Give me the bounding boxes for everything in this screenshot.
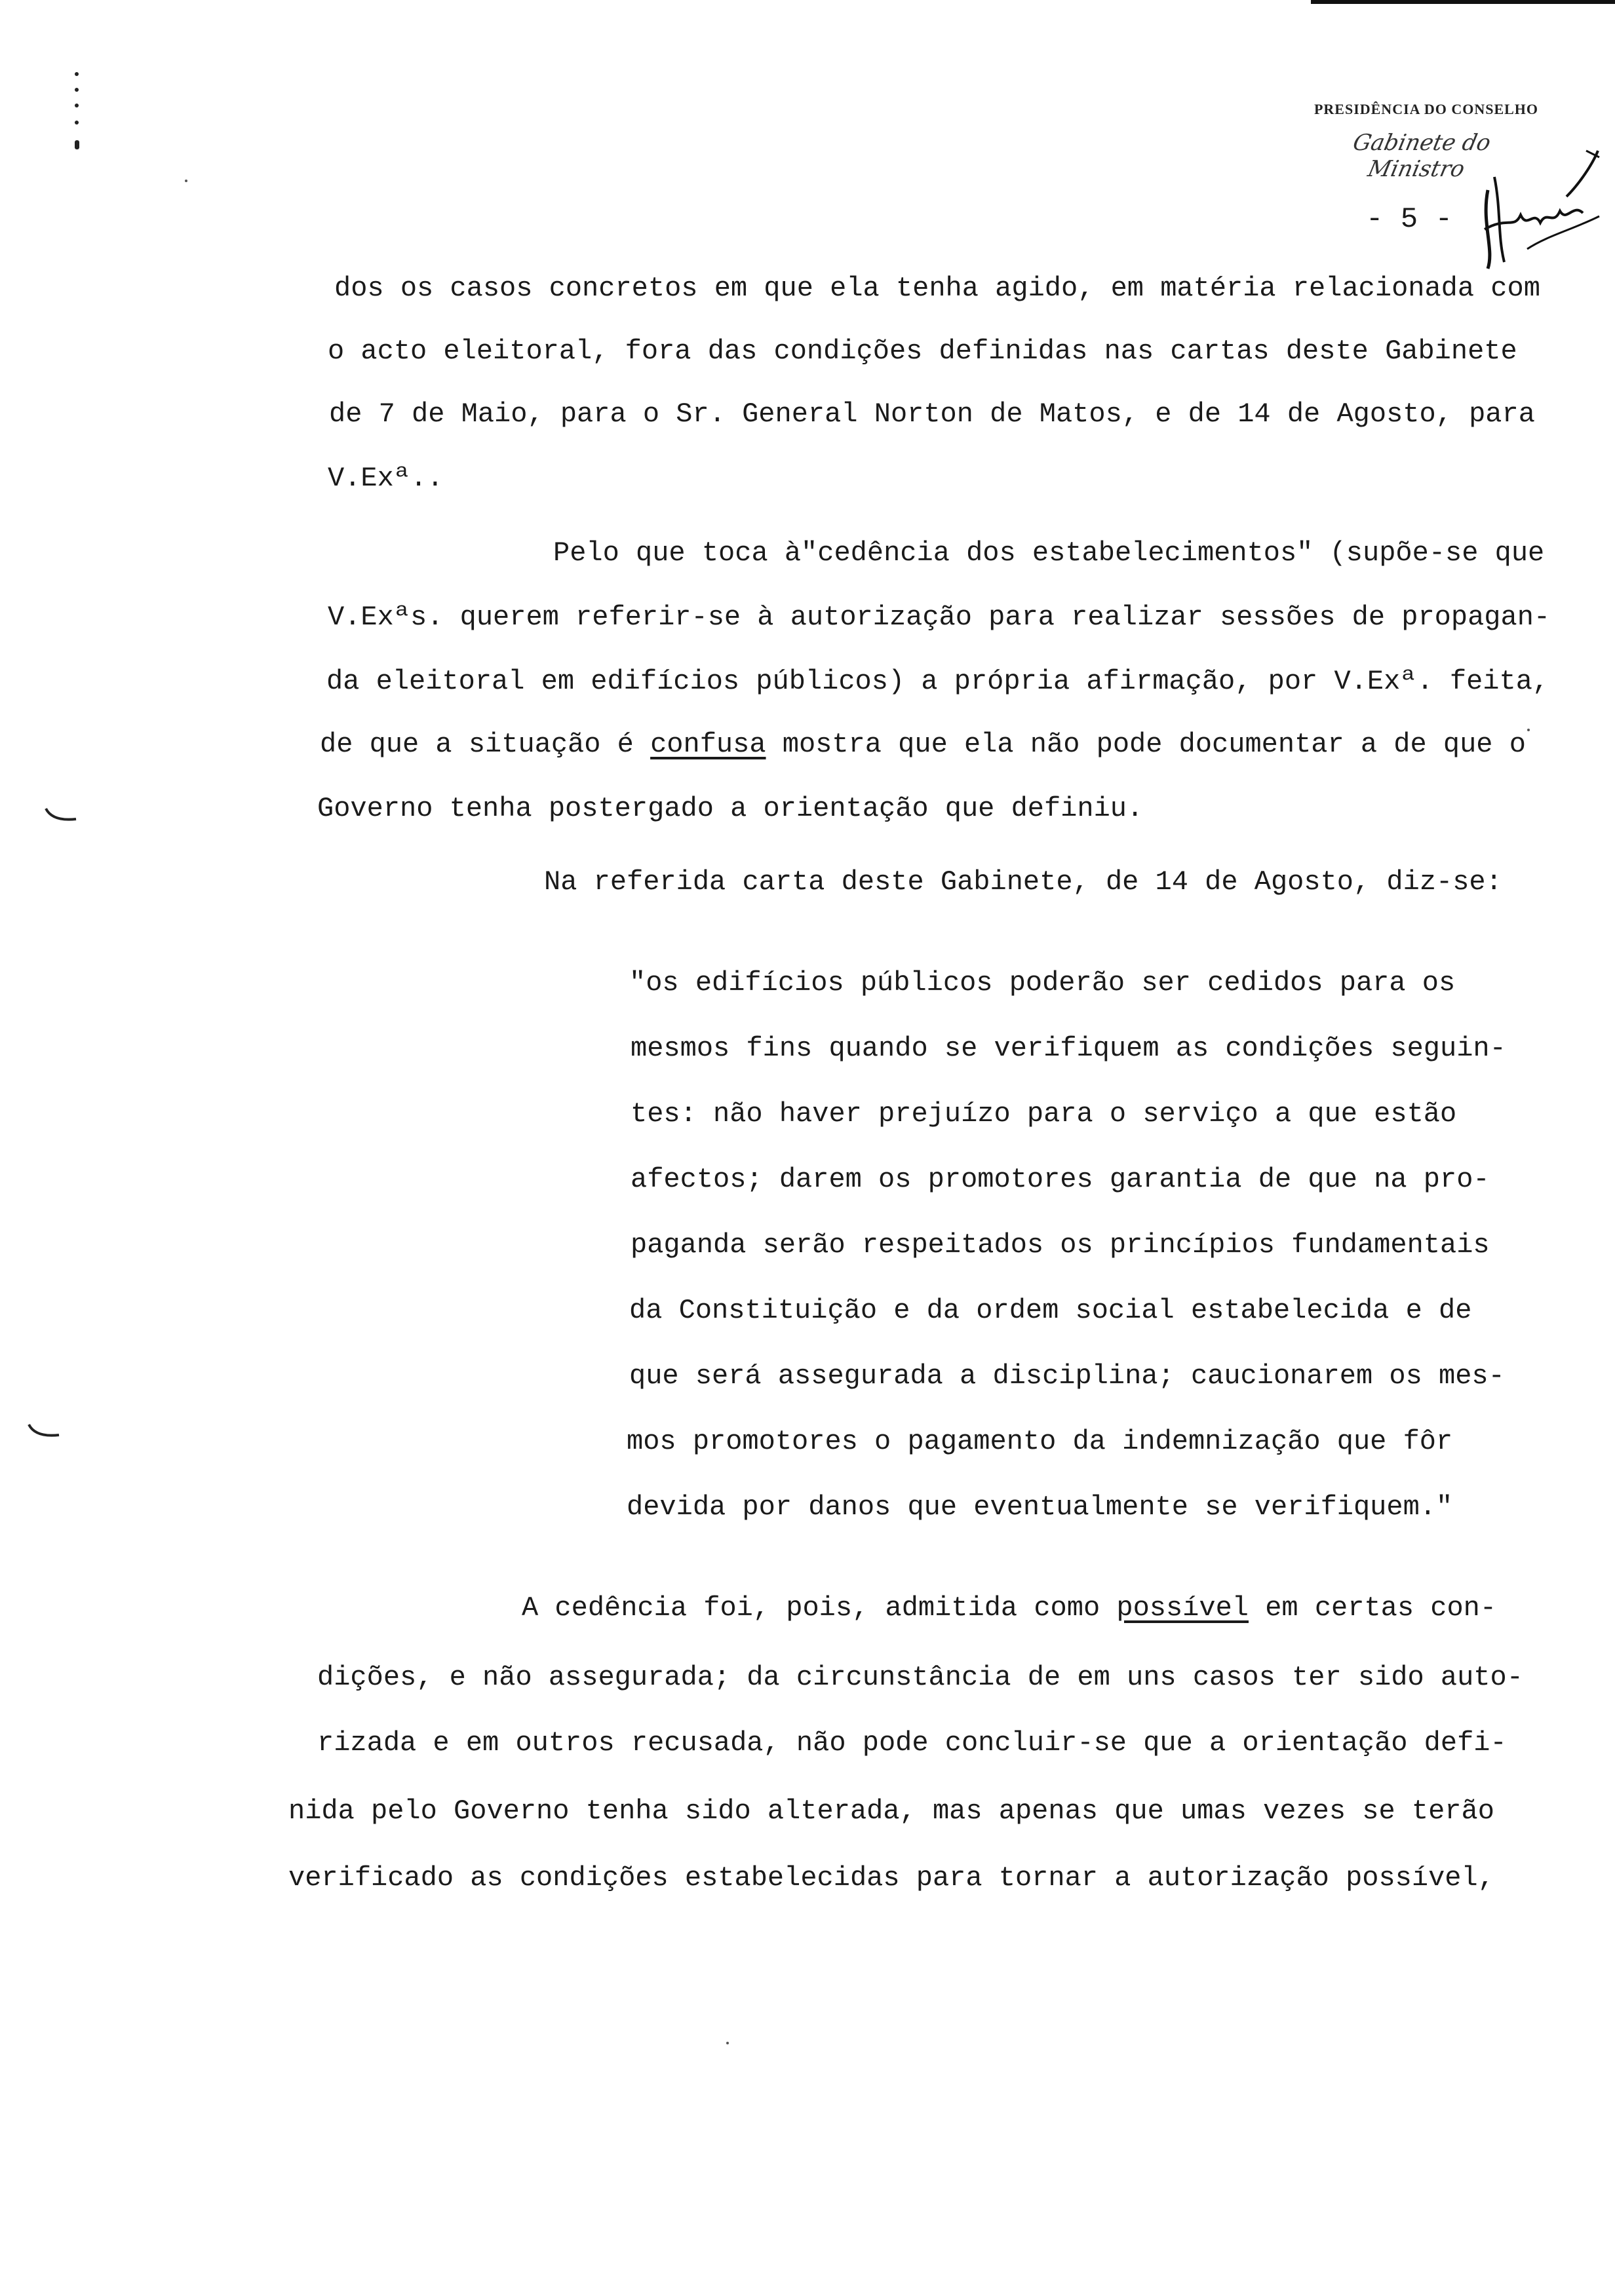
text-line (320, 729, 1526, 760)
underlined-word: possível (1116, 1592, 1249, 1624)
scan-speck (726, 2042, 729, 2044)
underlined-word: confusa (650, 729, 766, 760)
quote-line: que será assegurada a disciplina; caucionarem os mes- (629, 1360, 1505, 1392)
margin-punch-marks (72, 72, 85, 177)
text-run: de que a situação é (320, 729, 651, 760)
letterhead: PRESIDÊNCIA DO CONSELHO (1313, 101, 1539, 117)
text-line: nida pelo Governo tenha sido alterada, mas apenas que umas vezes se terão (288, 1795, 1494, 1827)
quote-line: da Constituição e da ordem social estabelecida e de (629, 1295, 1472, 1326)
text-line: rizada e em outros recusada, não pode concluir-se que a orientação defi- (317, 1727, 1507, 1759)
margin-tick-mark (43, 806, 83, 826)
scan-edge-bar (1311, 0, 1615, 4)
text-line: dições, e não assegurada; da circunstância de em uns casos ter sido auto- (317, 1662, 1523, 1693)
text-line: Governo tenha postergado a orientação que definiu. (317, 793, 1144, 824)
text-run: A cedência foi, pois, admitida como (522, 1592, 1117, 1624)
text-line: de 7 de Maio, para o Sr. General Norton de Matos, e de 14 de Agosto, para (329, 398, 1535, 430)
text-line: verificado as condições estabelecidas para tornar a autorização possível, (288, 1862, 1494, 1894)
text-line: da eleitoral em edifícios públicos) a própria afirmação, por V.Exª. feita, (326, 666, 1549, 697)
text-run: mostra que ela não pode documentar a de que o (766, 729, 1526, 760)
page-number: - 5 - (1366, 203, 1453, 236)
office-title: Gabinete do Ministro (1350, 130, 1493, 182)
text-line: o acto eleitoral, fora das condições definidas nas cartas deste Gabinete (328, 335, 1517, 367)
quote-line: tes: não haver prejuízo para o serviço a que estão (631, 1098, 1457, 1130)
handwritten-signature (1468, 138, 1606, 275)
scan-speck (185, 180, 187, 182)
margin-tick-mark (26, 1422, 66, 1442)
quote-line: devida por danos que eventualmente se verifiquem." (627, 1491, 1453, 1523)
text-line: V.Exªs. querem referir-se à autorização para realizar sessões de propagan- (328, 602, 1551, 633)
text-line: Na referida carta deste Gabinete, de 14 de Agosto, diz-se: (544, 866, 1502, 898)
text-line: Pelo que toca à"cedência dos estabelecimentos" (supõe-se que (553, 537, 1545, 569)
quote-line: mos promotores o pagamento da indemnização que fôr (627, 1426, 1453, 1457)
quote-line: paganda serão respeitados os princípios fundamentais (631, 1229, 1490, 1261)
text-line: V.Exª.. (328, 463, 444, 494)
quote-line: "os edifícios públicos poderão ser cedidos para os (629, 967, 1456, 999)
quote-line: afectos; darem os promotores garantia de que na pro- (631, 1164, 1490, 1195)
quote-line: mesmos fins quando se verifiquem as condições seguin- (631, 1033, 1506, 1064)
text-line: dos os casos concretos em que ela tenha agido, em matéria relacionada com (334, 273, 1540, 304)
scan-speck (1527, 729, 1530, 731)
text-run: em certas con- (1249, 1592, 1497, 1624)
text-line (522, 1592, 1496, 1624)
